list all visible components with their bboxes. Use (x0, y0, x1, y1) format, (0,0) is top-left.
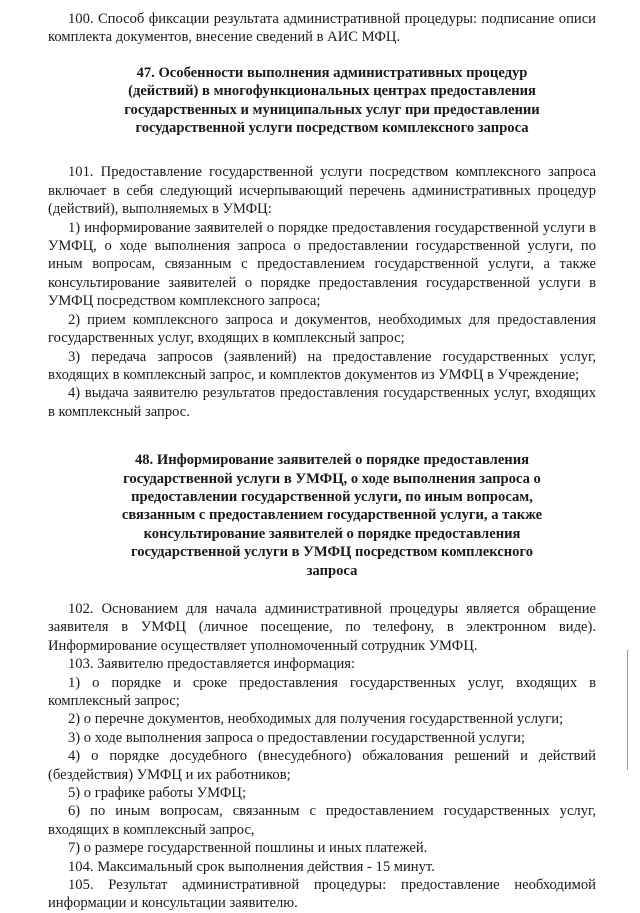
paragraph-103-item-3: 3) о ходе выполнения запроса о предоставлении государственной услуги; (68, 729, 526, 746)
section-heading-47: 47. Особенности выполнения административных процедур (действий) в многофункциональных центрах предоставления государственных и муниципальных услуг при предоставлении государственной услуги посредством комплексного запроса (124, 64, 540, 137)
paragraph-105: 105. Результат административной процедуры: предоставление необходимой информации и консультации заявителю. (48, 877, 596, 912)
paragraph-103-item-6: 6) по иным вопросам, связанным с предоставлением государственных услуг, входящих в комплексный запрос, (48, 803, 596, 838)
paragraph-104: 104. Максимальный срок выполнения действия - 15 минут. (68, 858, 435, 875)
paragraph-101-item-1: 1) информирование заявителей о порядке предоставления государственной услуги в УМФЦ, о ходе выполнения запроса о предоставлении государственной услуги, по иным вопросам, связанным с предоставлением государственной услуги, а также консультирование заявителей о порядке предоставления государственной услуги в УМФЦ посредством комплексного запроса; (48, 219, 596, 310)
paragraph-101-item-2: 2) прием комплексного запроса и документов, необходимых для предоставления государственных услуг, входящих в комплексный запрос; (48, 311, 596, 347)
paragraph-103-item-2: 2) о перечне документов, необходимых для получения государственной услуги; (68, 711, 564, 728)
paragraph-103-item-1: 1) о порядке и сроке предоставления государственных услуг, входящих в комплексный запрос; (48, 674, 596, 709)
paragraph-103-item-5: 5) о графике работы УМФЦ; (68, 785, 247, 802)
paragraph-100: 100. Способ фиксации результата административной процедуры: подписание описи комплекта документов, внесение сведений в АИС МФЦ. (48, 11, 596, 46)
paragraph-103: 103. Заявителю предоставляется информация: (68, 656, 356, 673)
paragraph-103-item-7: 7) о размере государственной пошлины и иных платежей. (68, 840, 428, 857)
paragraph-101-item-3: 3) передача запросов (заявлений) на предоставление государственных услуг, входящих в комплексный запрос, и комплектов документов из УМФЦ в Учреждение; (48, 348, 596, 383)
document-page (48, 10, 596, 913)
paragraph-101: 101. Предоставление государственной услуги посредством комплексного запроса включает в себя следующий исчерпывающий перечень административных процедур (действий), выполняемых в УМФЦ: (48, 164, 596, 218)
scan-edge-line (627, 650, 628, 770)
paragraph-102: 102. Основанием для начала административной процедуры является обращение заявителя в УМФЦ (личное посещение, по телефону, в электронном виде). Информирование осуществляет уполномоченный сотрудник УМФЦ. (48, 600, 596, 654)
paragraph-101-item-4: 4) выдача заявителю результатов предоставления государственных услуг, входящих в комплексный запрос. (48, 385, 596, 420)
section-heading-48: 48. Информирование заявителей о порядке предоставления государственной услуги в УМФЦ, о ходе выполнения запроса о предоставлении государственной услуги, по иным вопросам, связанным с предоставлением государственной услуги, а также консультирование заявителей о порядке предоставления государственной услуги в УМФЦ посредством комплексного запроса (121, 452, 543, 579)
paragraph-103-item-4: 4) о порядке досудебного (внесудебного) обжалования решений и действий (бездействия) УМФЦ и их работников; (48, 748, 596, 783)
